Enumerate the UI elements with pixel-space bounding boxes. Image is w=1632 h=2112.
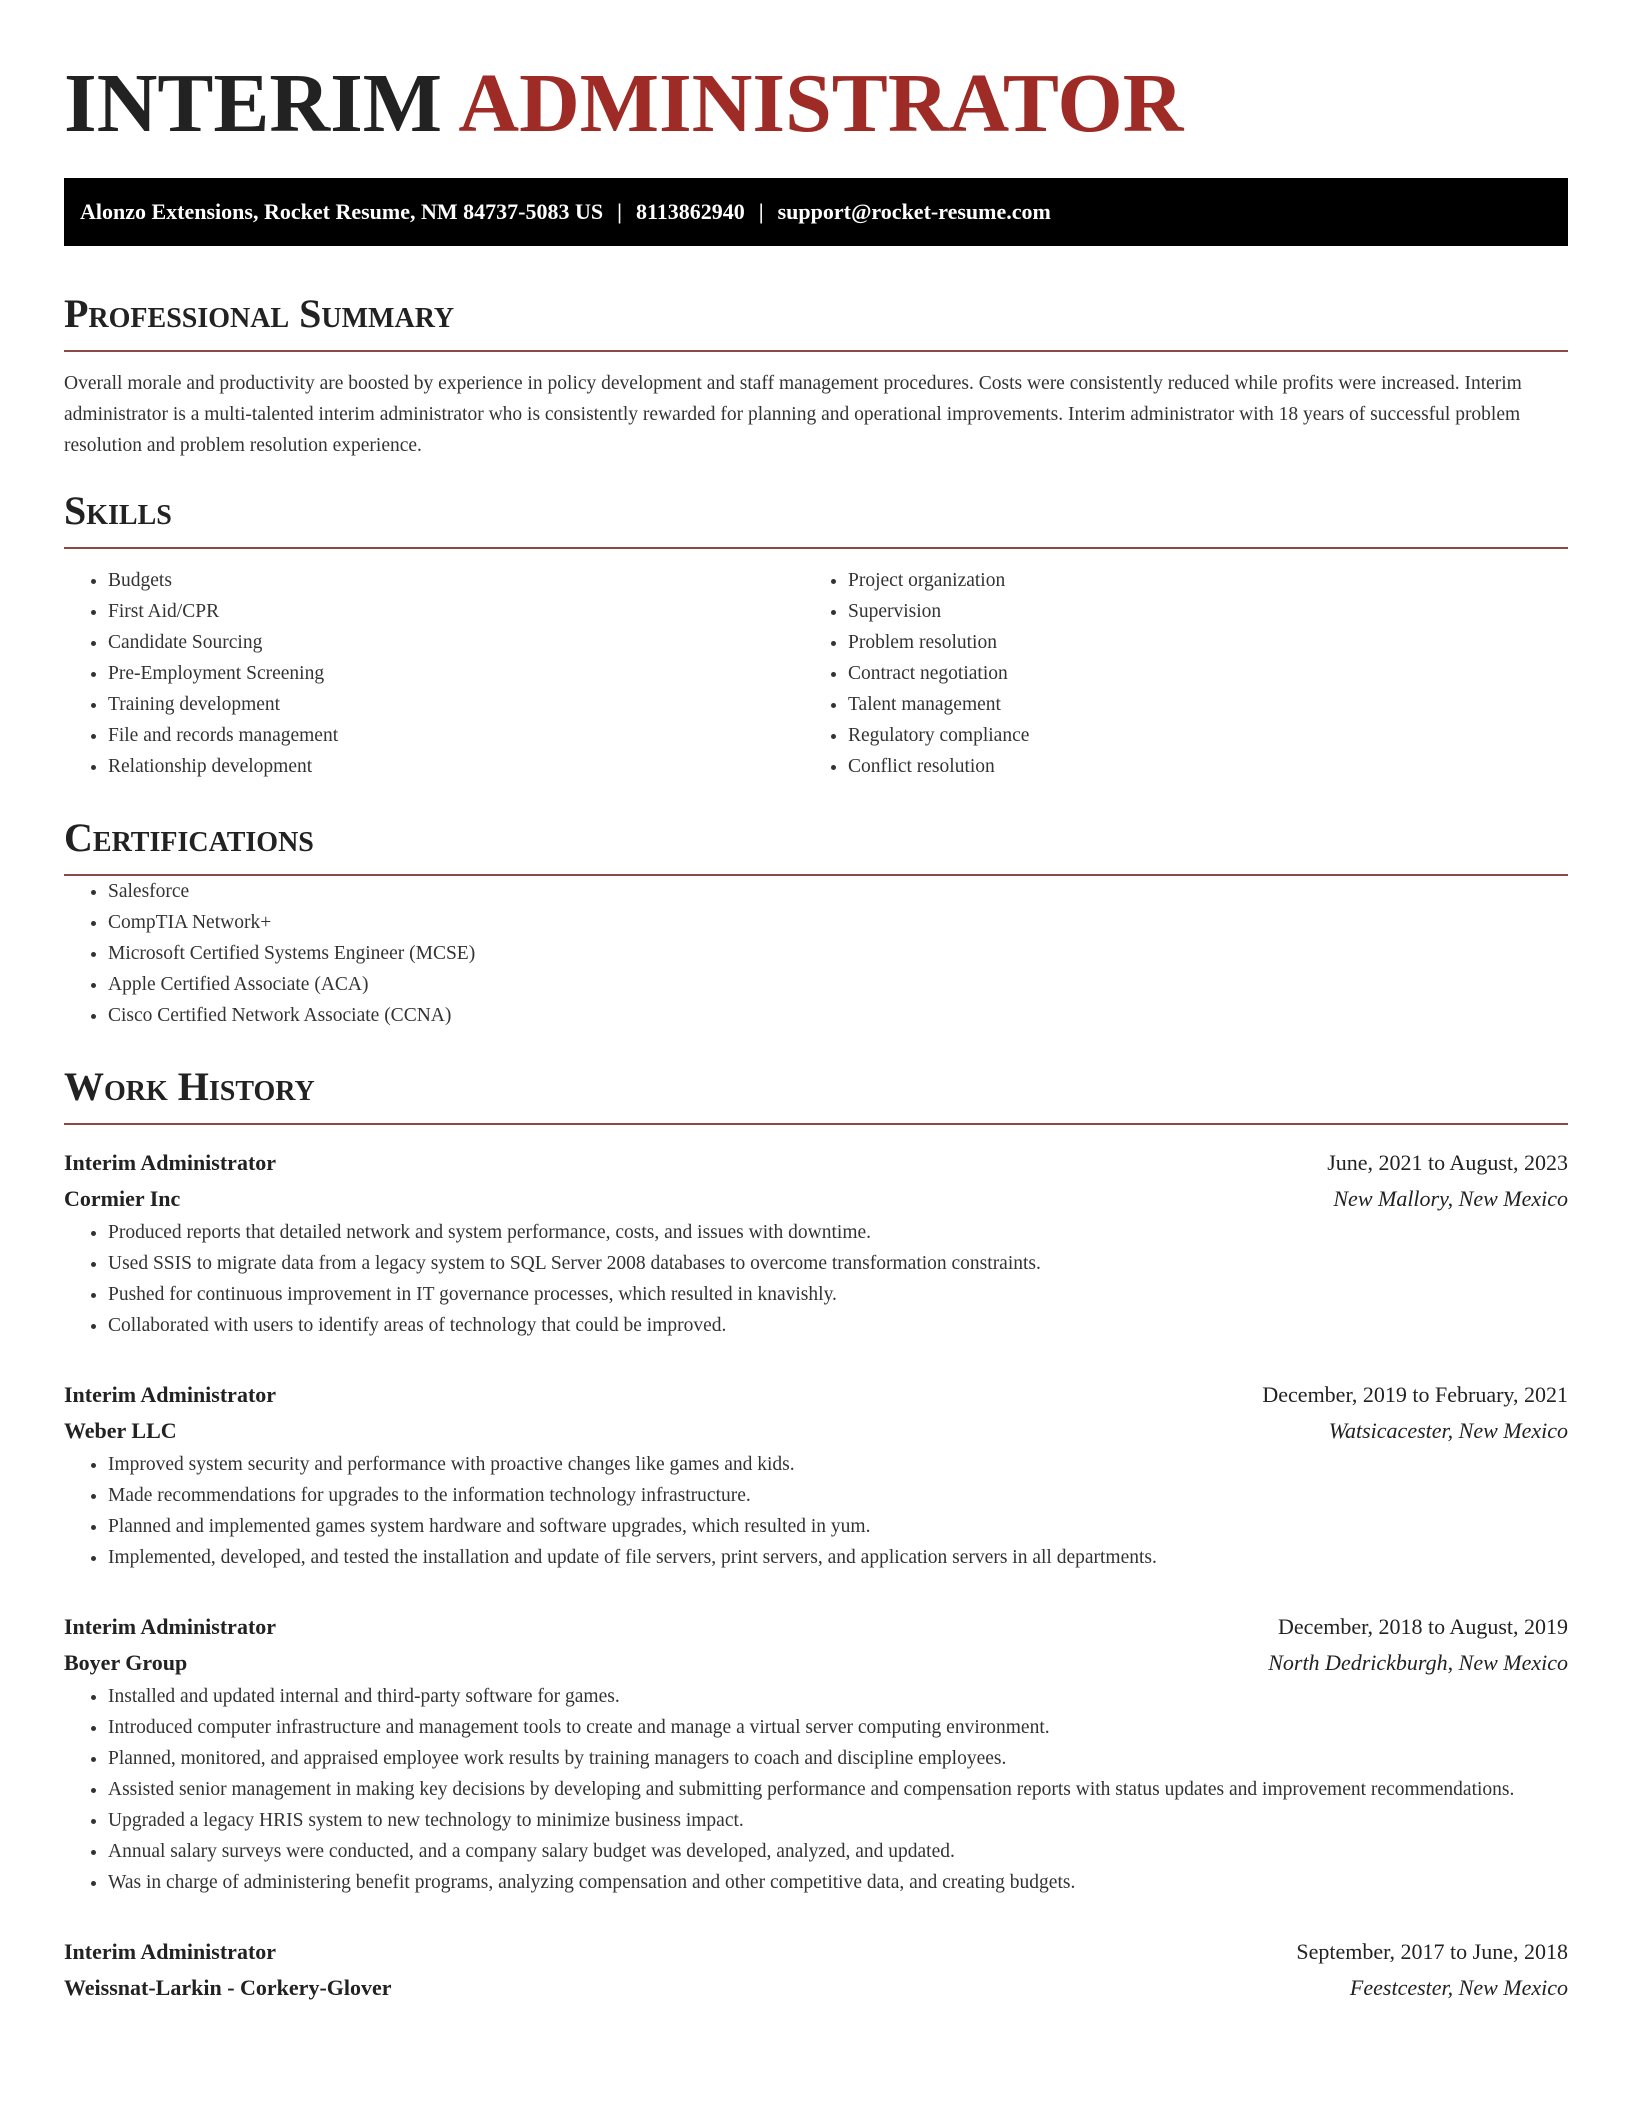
certification-item: • Apple Certified Associate (ACA)	[108, 969, 1568, 1000]
section-title-skills: Skills	[64, 487, 1568, 549]
skill-item: • Candidate Sourcing	[108, 627, 804, 658]
skill-item: • Relationship development	[108, 751, 804, 782]
resume-name	[64, 0, 1568, 152]
job-location: North Dedrickburgh, New Mexico	[1268, 1650, 1568, 1675]
certifications-list	[64, 876, 1568, 1031]
skills-column-right	[804, 565, 1544, 782]
job-header-row	[64, 1609, 1568, 1645]
contact-separator: |	[617, 199, 622, 224]
job-bullets	[64, 1681, 1568, 1898]
contact-address: Alonzo Extensions, Rocket Resume, NM 84737-5083 US	[80, 199, 604, 224]
job-bullet: • Annual salary surveys were conducted, and a company salary budget was developed, analyzed, and updated.	[108, 1836, 1568, 1867]
contact-separator: |	[758, 199, 764, 224]
job-title: Interim Administrator	[64, 1939, 277, 1964]
job-location: Feestcester, New Mexico	[1349, 1975, 1568, 2000]
skill-item: • Training development	[108, 689, 804, 720]
certification-item: • Cisco Certified Network Associate (CCNA)	[108, 1000, 1568, 1031]
job-bullet: • Improved system security and performance with proactive changes like games and kids.	[108, 1449, 1568, 1480]
job-company: Weber LLC	[64, 1418, 177, 1443]
job-entry	[64, 1609, 1568, 1898]
job-bullet: • Upgraded a legacy HRIS system to new technology to minimize business impact.	[108, 1805, 1568, 1836]
job-location: New Mallory, New Mexico	[1333, 1186, 1568, 1211]
job-title: Interim Administrator	[64, 1382, 277, 1407]
skills-list-right	[804, 565, 1544, 782]
job-bullets	[64, 1449, 1568, 1573]
job-company: Cormier Inc	[64, 1186, 181, 1211]
name-first: INTERIM	[64, 57, 443, 150]
skill-item: • Conflict resolution	[848, 751, 1544, 782]
job-bullet: • Assisted senior management in making key decisions by developing and submitting performance and compensation reports with status updates and improvement recommendations.	[108, 1774, 1568, 1805]
skill-item: • Contract negotiation	[848, 658, 1544, 689]
skill-item: • Problem resolution	[848, 627, 1544, 658]
job-entry	[64, 1934, 1568, 2006]
job-dates: December, 2019 to February, 2021	[1262, 1382, 1568, 1407]
job-title: Interim Administrator	[64, 1150, 277, 1175]
job-header-row	[64, 1934, 1568, 1970]
job-dates: September, 2017 to June, 2018	[1296, 1939, 1568, 1964]
contact-bar	[64, 178, 1568, 246]
certification-item: • CompTIA Network+	[108, 907, 1568, 938]
skill-item: • Talent management	[848, 689, 1544, 720]
job-location: Watsicacester, New Mexico	[1328, 1418, 1568, 1443]
job-bullets	[64, 1217, 1568, 1341]
skill-item: • Project organization	[848, 565, 1544, 596]
job-dates: June, 2021 to August, 2023	[1327, 1150, 1568, 1175]
job-bullet: • Planned and implemented games system hardware and software upgrades, which resulted in yum.	[108, 1511, 1568, 1542]
section-title-work-history: Work History	[64, 1063, 1568, 1125]
job-bullet: • Made recommendations for upgrades to the information technology infrastructure.	[108, 1480, 1568, 1511]
professional-summary-section	[64, 290, 1568, 461]
summary-text: Overall morale and productivity are boosted by experience in policy development and staff management procedures. Costs were consistently reduced while profits were increased. Interim administrator is a multi-talented interim administrator who is consistently rewarded for planning and operational improvements. Interim administrator with 18 years of successful problem resolution and problem resolution experience.	[64, 373, 1522, 456]
job-company: Boyer Group	[64, 1650, 188, 1675]
job-company-row	[64, 1181, 1568, 1217]
job-bullet: • Used SSIS to migrate data from a legacy system to SQL Server 2008 databases to overcome transformation constraints.	[108, 1248, 1568, 1279]
job-title: Interim Administrator	[64, 1614, 277, 1639]
job-bullet: • Implemented, developed, and tested the installation and update of file servers, print servers, and application servers in all departments.	[108, 1542, 1568, 1573]
job-header-row	[64, 1377, 1568, 1413]
skill-item: • File and records management	[108, 720, 804, 751]
job-bullet: • Produced reports that detailed network and system performance, costs, and issues with downtime.	[108, 1217, 1568, 1248]
skill-item: • Supervision	[848, 596, 1544, 627]
job-bullet: • Installed and updated internal and third-party software for games.	[108, 1681, 1568, 1712]
job-company-row	[64, 1645, 1568, 1681]
skill-item: • Pre-Employment Screening	[108, 658, 804, 689]
job-bullet: • Planned, monitored, and appraised employee work results by training managers to coach and discipline employees.	[108, 1743, 1568, 1774]
certifications-section	[64, 814, 1568, 1031]
name-last: ADMINISTRATOR	[458, 57, 1184, 150]
job-entry	[64, 1145, 1568, 1341]
job-bullet: • Introduced computer infrastructure and management tools to create and manage a virtual server computing environment.	[108, 1712, 1568, 1743]
section-title-summary: Professional Summary	[64, 290, 1568, 352]
certification-item: • Microsoft Certified Systems Engineer (MCSE)	[108, 938, 1568, 969]
work-history-section	[64, 1063, 1568, 2006]
job-header-row	[64, 1145, 1568, 1181]
job-bullet: • Pushed for continuous improvement in IT governance processes, which resulted in knavishly.	[108, 1279, 1568, 1310]
job-company-row	[64, 1413, 1568, 1449]
job-bullet: • Was in charge of administering benefit programs, analyzing compensation and other competitive data, and creating budgets.	[108, 1867, 1568, 1898]
skill-item: • Regulatory compliance	[848, 720, 1544, 751]
skill-item: • First Aid/CPR	[108, 596, 804, 627]
job-entry	[64, 1377, 1568, 1573]
contact-phone: 8113862940	[635, 199, 745, 224]
certification-item: • Salesforce	[108, 876, 1568, 907]
contact-email: support@rocket-resume.com	[777, 199, 1051, 224]
resume-page	[64, 0, 1568, 2006]
skill-item: • Budgets	[108, 565, 804, 596]
skills-list-left	[64, 565, 804, 782]
job-dates: December, 2018 to August, 2019	[1278, 1614, 1568, 1639]
skills-grid	[64, 565, 1568, 782]
job-company-row	[64, 1970, 1568, 2006]
skills-section	[64, 487, 1568, 782]
section-title-certifications: Certifications	[64, 814, 1568, 876]
job-bullet: • Collaborated with users to identify areas of technology that could be improved.	[108, 1310, 1568, 1341]
job-company: Weissnat-Larkin - Corkery-Glover	[64, 1975, 392, 2000]
skills-column-left	[64, 565, 804, 782]
